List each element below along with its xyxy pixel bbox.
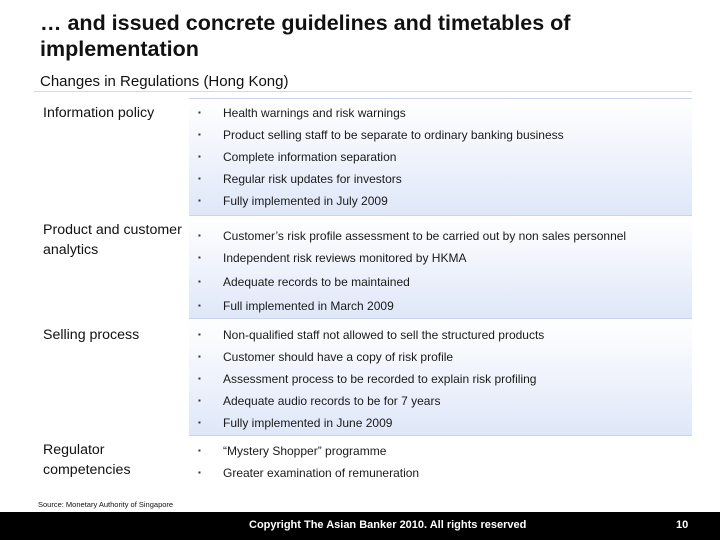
section-row-product-customer-analytics bbox=[34, 215, 692, 318]
list-item: ▪ Customer should have a copy of risk profile bbox=[198, 350, 454, 364]
bullet-icon: ▪ bbox=[198, 374, 201, 383]
list-item: ▪ Assessment process to be recorded to explain risk profiling bbox=[198, 372, 537, 386]
section-row-selling-process bbox=[34, 318, 692, 435]
section-label: Information policy bbox=[43, 105, 155, 121]
bullet-icon: ▪ bbox=[198, 174, 201, 183]
source-note: Source: Monetary Authority of Singapore bbox=[38, 500, 174, 509]
list-item: ▪ Fully implemented in June 2009 bbox=[198, 416, 393, 430]
bullet-icon: ▪ bbox=[198, 253, 201, 262]
list-item: ▪ Product selling staff to be separate to ordinary banking business bbox=[198, 128, 564, 142]
list-item: ▪ Regular risk updates for investors bbox=[198, 172, 402, 186]
bullet-icon: ▪ bbox=[198, 196, 201, 205]
section-items bbox=[189, 215, 692, 318]
page-number: 10 bbox=[676, 519, 689, 531]
bullet-icon: ▪ bbox=[198, 418, 201, 427]
bullet-icon: ▪ bbox=[198, 108, 201, 117]
slide-title: … and issued concrete guidelines and timetables of implementation bbox=[40, 11, 571, 61]
bullet-icon: ▪ bbox=[198, 468, 201, 477]
list-item: ▪ Adequate records to be maintained bbox=[198, 275, 410, 289]
bullet-icon: ▪ bbox=[198, 231, 201, 240]
section-items bbox=[189, 435, 692, 497]
regulations-table bbox=[34, 98, 692, 497]
slide-subtitle: Changes in Regulations (Hong Kong) bbox=[40, 73, 289, 90]
section-label: Regulator competencies bbox=[43, 442, 131, 478]
list-item: ▪ Non-qualified staff not allowed to sell the structured products bbox=[198, 328, 545, 342]
section-row-regulator-competencies bbox=[34, 435, 692, 497]
bullet-icon: ▪ bbox=[198, 152, 201, 161]
section-items bbox=[189, 98, 692, 215]
list-item: ▪ “Mystery Shopper” programme bbox=[198, 444, 387, 458]
section-label: Product and customer analytics bbox=[43, 222, 182, 258]
bullet-icon: ▪ bbox=[198, 330, 201, 339]
divider bbox=[34, 91, 692, 92]
bullet-icon: ▪ bbox=[198, 130, 201, 139]
bullet-icon: ▪ bbox=[198, 396, 201, 405]
section-items bbox=[189, 318, 692, 435]
bullet-icon: ▪ bbox=[198, 301, 201, 310]
bullet-icon: ▪ bbox=[198, 352, 201, 361]
list-item: ▪ Fully implemented in July 2009 bbox=[198, 194, 388, 208]
list-item: ▪ Customer’s risk profile assessment to be carried out by non sales personnel bbox=[198, 229, 627, 243]
footer-copyright: Copyright The Asian Banker 2010. All rights reserved bbox=[249, 519, 527, 531]
bullet-icon: ▪ bbox=[198, 277, 201, 286]
list-item: ▪ Greater examination of remuneration bbox=[198, 466, 420, 480]
section-row-information-policy bbox=[34, 98, 692, 215]
bullet-icon: ▪ bbox=[198, 446, 201, 455]
list-item: ▪ Independent risk reviews monitored by HKMA bbox=[198, 251, 467, 265]
list-item: ▪ Adequate audio records to be for 7 years bbox=[198, 394, 441, 408]
list-item: ▪ Complete information separation bbox=[198, 150, 397, 164]
list-item: ▪ Full implemented in March 2009 bbox=[198, 299, 394, 313]
list-item: ▪ Health warnings and risk warnings bbox=[198, 106, 406, 120]
section-label: Selling process bbox=[43, 327, 140, 343]
